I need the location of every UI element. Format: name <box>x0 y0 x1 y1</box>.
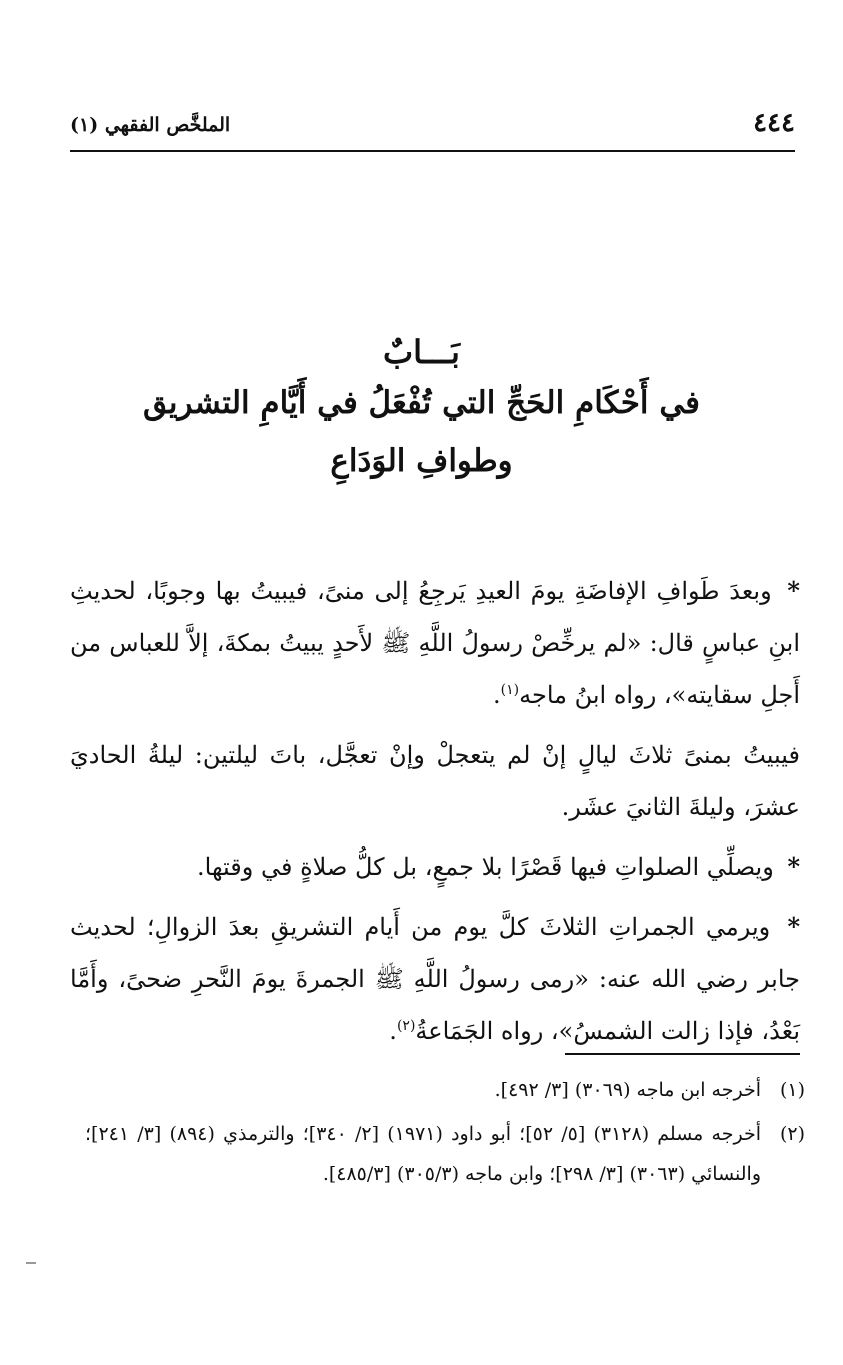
running-title: الملخَّص الفقهي (١) <box>70 114 231 136</box>
body-text <box>70 565 800 1065</box>
header-divider <box>70 150 795 152</box>
chapter-label: بَـــابٌ <box>383 333 460 371</box>
footnote-text: أخرجه ابن ماجه (٣٠٦٩) [٣/ ٤٩٢]. <box>494 1079 761 1101</box>
footnote-1 <box>85 1070 805 1110</box>
paragraph-2 <box>70 729 800 833</box>
page-number: ٤٤٤ <box>753 108 795 138</box>
chapter-heading <box>60 330 783 490</box>
footnote-2 <box>85 1114 805 1194</box>
footnote-number: (٢) <box>779 1123 805 1145</box>
footnote-ref-1[interactable]: (١) <box>500 682 520 698</box>
footnote-divider <box>565 1053 800 1055</box>
chapter-title-line-2: وطوافِ الوَدَاعِ <box>330 443 513 479</box>
paragraph-1-end: . <box>493 681 501 709</box>
footnote-number: (١) <box>779 1079 805 1101</box>
paragraph-1-text: وبعدَ طَوافِ الإفاضَةِ يومَ العيدِ يَرجِعُ إلى منىً، فيبيتُ بها وجوبًا، لحديثِ ابنِ عباسٍ قال: «لم يرخِّصْ رسولُ اللَّهِ ﷺ لأَحدٍ يبيتُ بمكةَ، إلاَّ للعباس من أَجلِ سقايته»، رواه ابنُ ماجه <box>70 577 800 709</box>
footnote-ref-2[interactable]: (٢) <box>396 1018 416 1034</box>
paragraph-4-end: . <box>389 1017 397 1045</box>
scan-speck <box>26 1262 36 1264</box>
footnotes <box>85 1070 805 1198</box>
bullet-star: * <box>787 912 801 941</box>
bullet-star: * <box>787 576 800 605</box>
paragraph-2-text: فيبيتُ بمنىً ثلاثَ ليالٍ إنْ لم يتعجلْ وإنْ تعجَّل، باتَ ليلتين: ليلةُ الحاديَ عشرَ، وليلةَ الثانيَ عشَر. <box>70 741 800 821</box>
page-header <box>70 108 795 150</box>
paragraph-4-text: ويرمي الجمراتِ الثلاثَ كلَّ يوم من أَيام التشريقِ بعدَ الزوالِ؛ لحديث جابر رضي الله عنه: «رمى رسولُ اللَّهِ ﷺ الجمرةَ يومَ النَّحرِ ضحىً، وأَمَّا بَعْدُ، فإذا زالت الشمسُ»، رواه الجَمَاعةُ <box>70 913 800 1045</box>
paragraph-3 <box>70 841 800 893</box>
chapter-title-line-1: في أَحْكَامِ الحَجِّ التي تُفْعَلُ في أَيَّامِ التشريق <box>142 385 700 421</box>
paragraph-4 <box>70 901 800 1057</box>
bullet-star: * <box>787 852 800 881</box>
paragraph-1 <box>70 565 800 721</box>
footnote-text: أخرجه مسلم (٣١٢٨) [٥/ ٥٢]؛ أبو داود (١٩٧١) [٢/ ٣٤٠]؛ والترمذي (٨٩٤) [٣/ ٢٤١]؛ والنسائي (٣٠٦٣) [٣/ ٢٩٨]؛ وابن ماجه (٣٠٥/٣) [٤٨٥/٣]. <box>85 1123 761 1185</box>
paragraph-3-text: ويصلِّي الصلواتِ فيها قَصْرًا بلا جمعٍ، بل كلُّ صلاةٍ في وقتها. <box>197 853 774 881</box>
